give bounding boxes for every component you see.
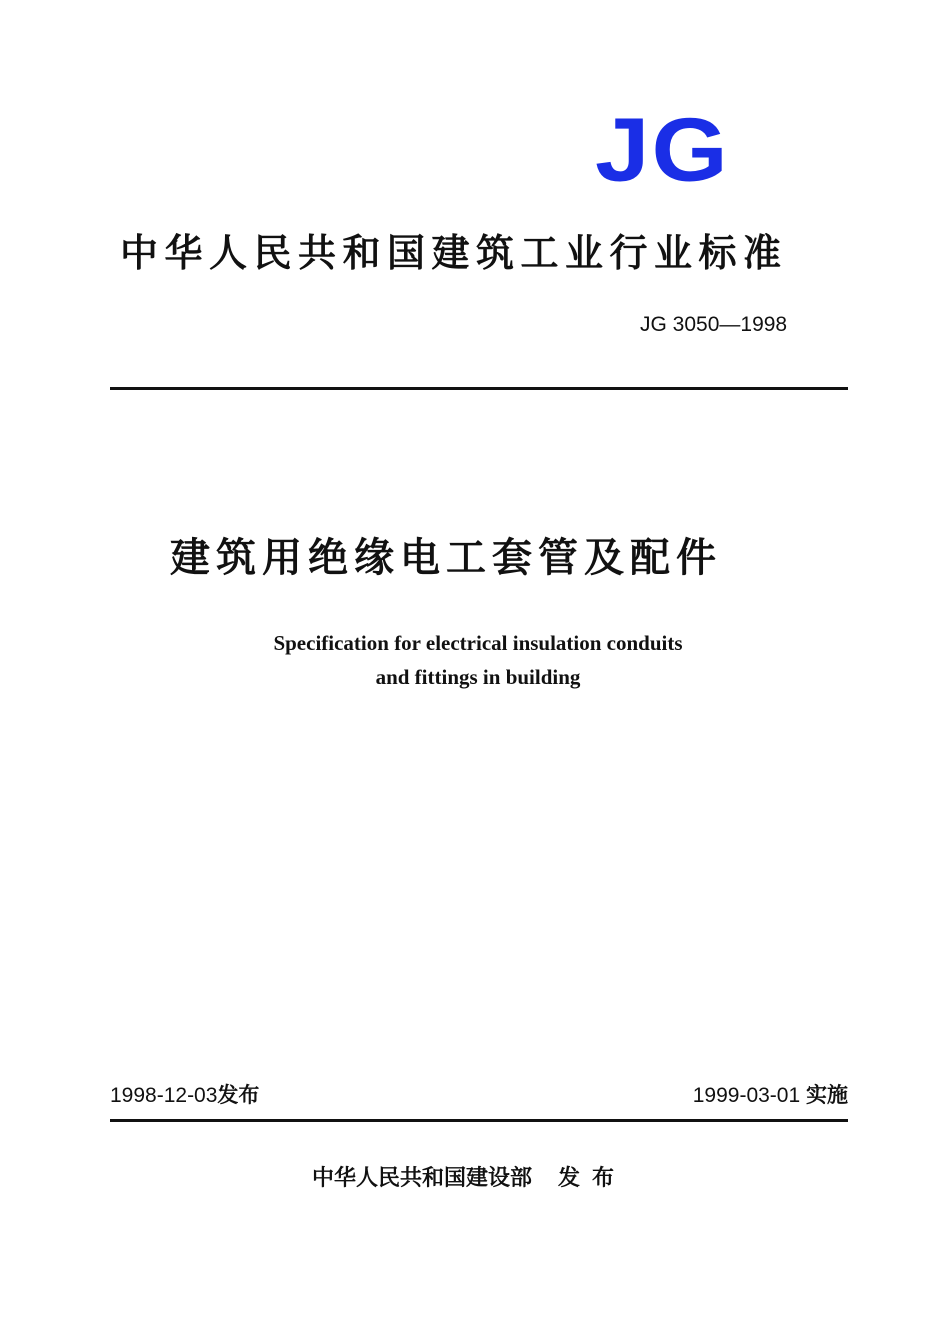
publisher-name: 中华人民共和国建设部 [312,1166,533,1191]
document-title-english [200,626,756,694]
issue-date-block [110,1080,259,1111]
bottom-divider [110,1119,848,1122]
jg-logo: JG [595,98,730,200]
publish-action: 发布 [558,1166,627,1191]
top-divider [110,387,848,390]
issue-date: 1998-12-03 [110,1084,218,1107]
issue-label: 发布 [217,1083,260,1107]
english-title-line-2: and fittings in building [375,665,581,689]
effective-date: 1999-03-01 [692,1084,801,1107]
english-title-line-1: Specification for electrical insulation conduits [273,631,683,655]
effective-date-block [693,1080,848,1111]
document-title-chinese: 建筑用绝缘电工套管及配件 [170,535,722,581]
effective-label: 实施 [806,1083,848,1107]
standard-number: JG 3050—1998 [640,313,788,336]
org-title: 中华人民共和国建筑工业行业标准 [120,231,788,275]
publisher-line [312,1162,626,1196]
